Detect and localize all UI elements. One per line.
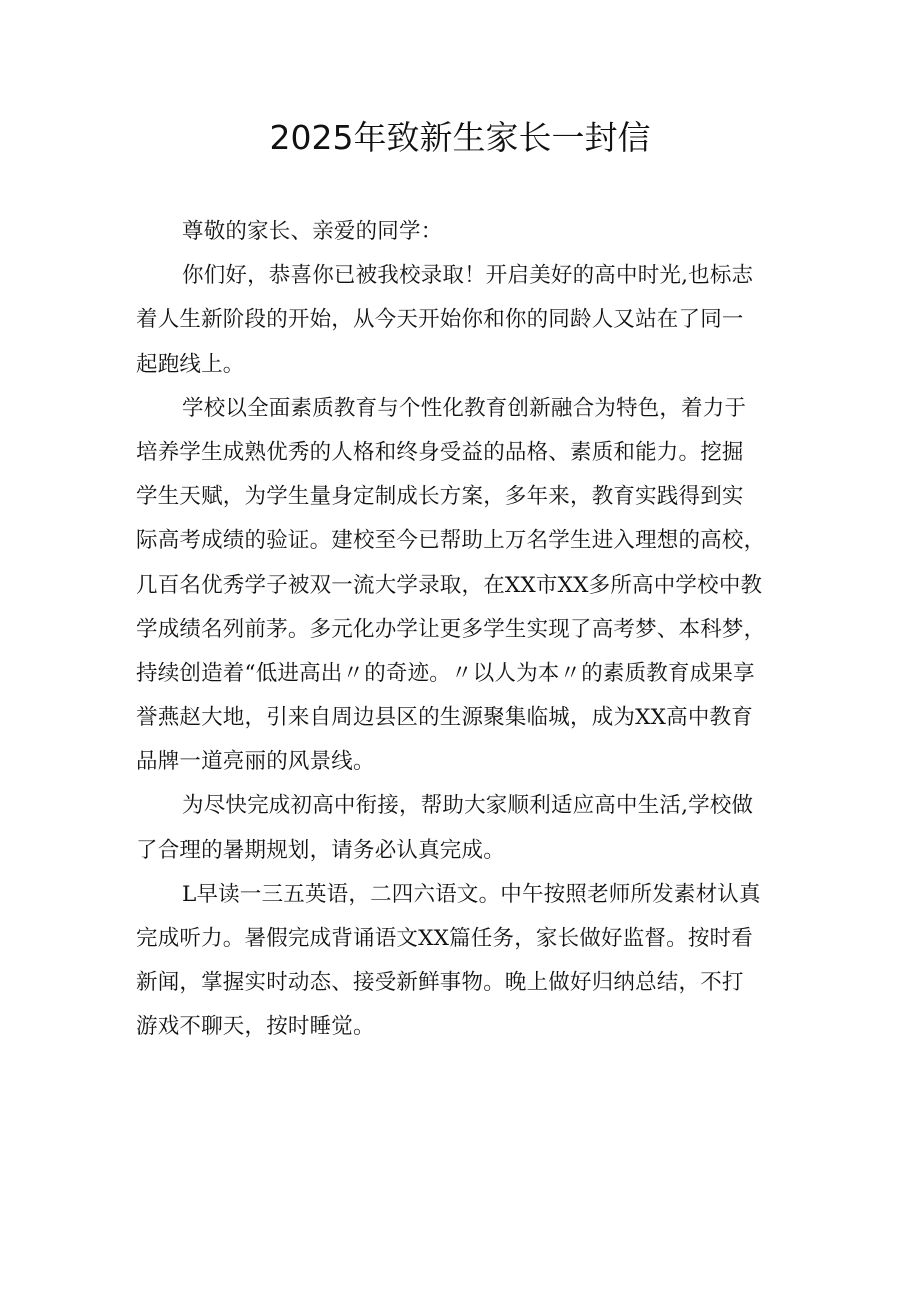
page-title: 2025年致新生家长一封信: [269, 118, 651, 157]
paragraph-2-line-2: 培养学生成熟优秀的人格和终身受益的品格、素质和能力。挖掘: [136, 439, 744, 465]
paragraph-2-line-3: 学生天赋，为学生量身定制成长方案，多年来，教育实践得到实: [136, 484, 744, 510]
paragraph-2-line-9: 品牌一道亮丽的风景线。: [136, 749, 375, 775]
paragraph-2-line-6: 学成绩名列前茅。多元化办学让更多学生实现了高考梦、本科梦，: [136, 616, 766, 642]
paragraph-1-line-1: 你们好，恭喜你已被我校录取！开启美好的高中时光,也标志: [182, 263, 754, 289]
letter-body: [136, 210, 800, 1050]
salutation: 尊敬的家长、亲爱的同学：: [182, 219, 443, 244]
paragraph-2-line-4: 际高考成绩的验证。建校至今已帮助上万名学生进入理想的高校，: [136, 528, 766, 554]
paragraph-2-line-1: 学校以全面素质教育与个性化教育创新融合为特色，着力于: [182, 395, 747, 421]
paragraph-4-line-4: 游戏不聊天，按时睡觉。: [136, 1014, 375, 1040]
paragraph-1-line-3: 起跑线上。: [136, 351, 245, 377]
paragraph-3-line-2: 了合理的暑期规划，请务必认真完成。: [136, 837, 505, 863]
paragraph-4-line-2: 完成听力。暑假完成背诵语文XX篇任务，家长做好监督。按时看: [136, 926, 753, 951]
paragraph-2-line-7: 持续创造着“低进高出〃的奇迹。〃以人为本〃的素质教育成果享: [136, 660, 755, 686]
paragraph-2-line-5: 几百名优秀学子被双一流大学录取，在XX市XX多所高中学校中教: [136, 572, 763, 598]
paragraph-1-line-2: 着人生新阶段的开始，从今天开始你和你的同龄人又站在了同一: [136, 307, 744, 333]
paragraph-3-line-1: 为尽快完成初高中衔接，帮助大家顺利适应高中生活,学校做: [182, 793, 754, 819]
paragraph-2-line-8: 誉燕赵大地，引来自周边县区的生源聚集临城，成为XX高中教育: [136, 705, 753, 731]
paragraph-4-line-1: L早读一三五英语，二四六语文。中午按照老师所发素材认真: [182, 881, 761, 907]
paragraph-4-line-3: 新闻，掌握实时动态、接受新鲜事物。晚上做好归纳总结，不打: [136, 970, 744, 996]
